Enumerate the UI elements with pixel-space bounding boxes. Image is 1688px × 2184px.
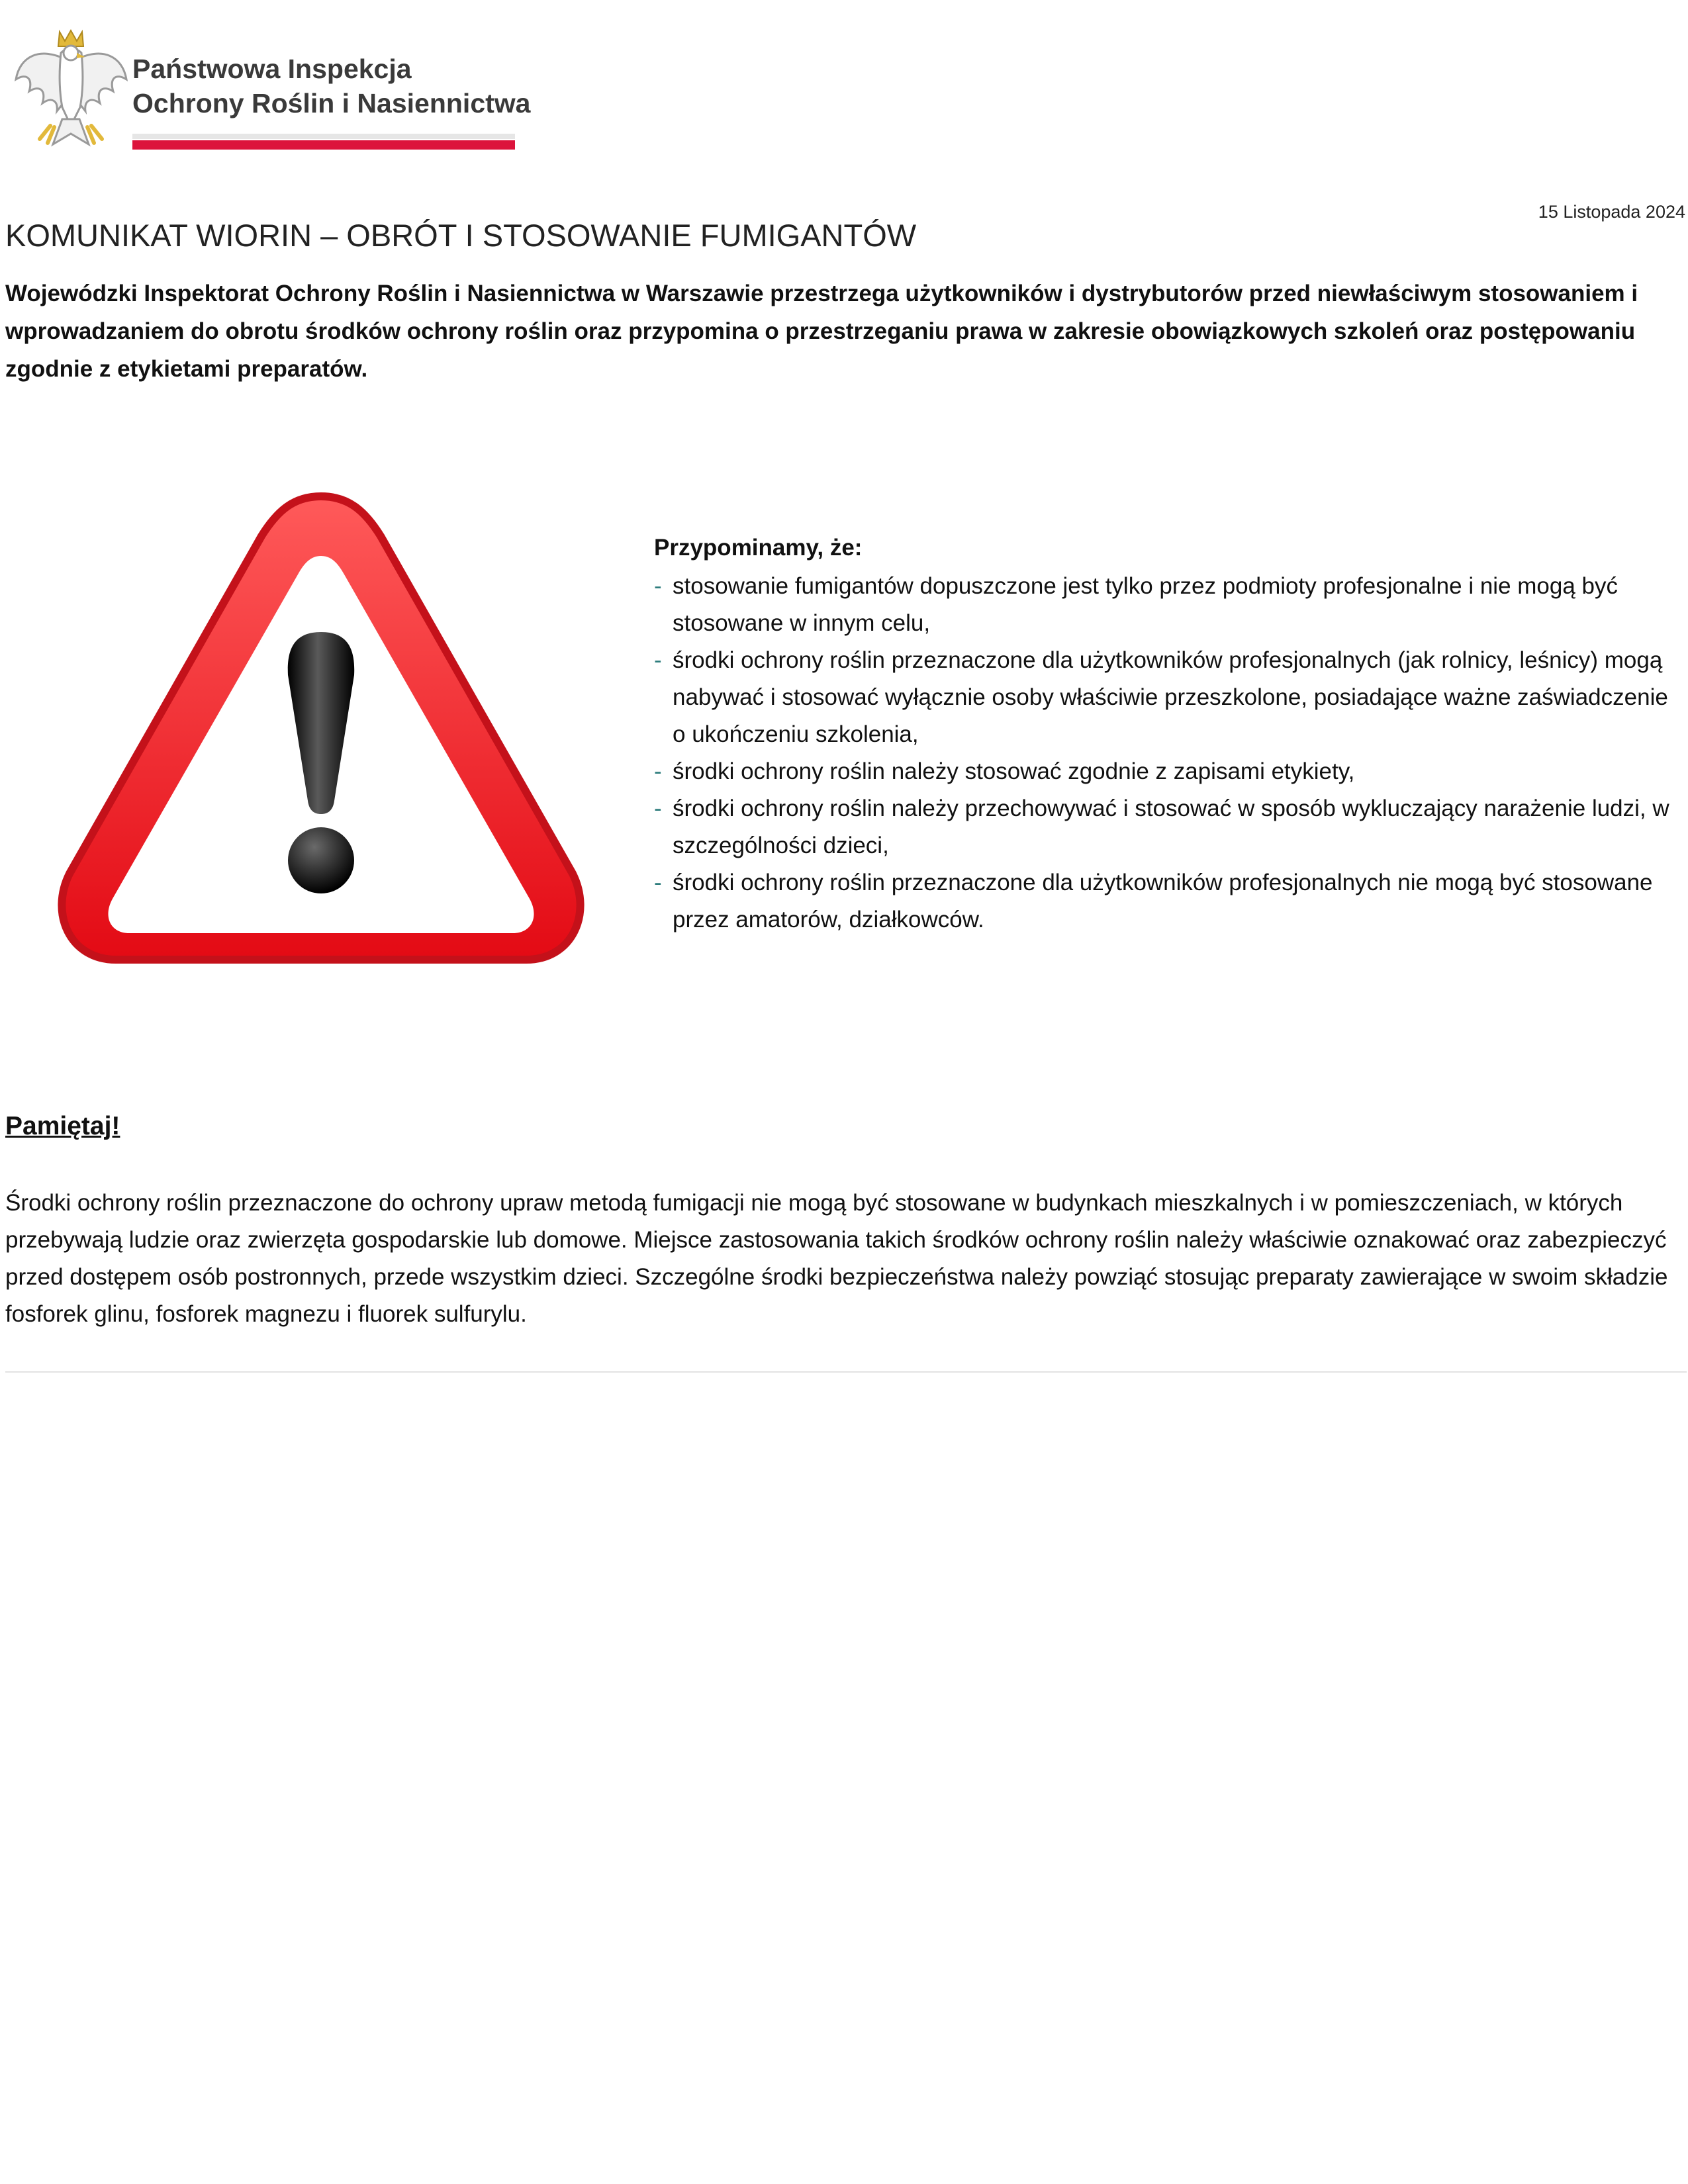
- publication-date: 15 Listopada 2024: [1538, 202, 1685, 222]
- list-item-text: środki ochrony roślin należy stosować zgodnie z zapisami etykiety,: [673, 758, 1355, 784]
- warning-triangle-icon: [50, 483, 592, 979]
- list-item: [654, 790, 1687, 864]
- dash-bullet: -: [654, 647, 662, 673]
- organization-logo: [13, 26, 531, 152]
- logo-text: [132, 52, 530, 120]
- list-item-text: środki ochrony roślin przeznaczone dla użytkowników profesjonalnych nie mogą być stosowane przez amatorów, działkowców.: [673, 870, 1653, 933]
- reminder-heading: Przypominamy, że:: [654, 535, 863, 561]
- dash-bullet: -: [654, 758, 662, 784]
- list-item-text: środki ochrony roślin przeznaczone dla użytkowników profesjonalnych (jak rolnicy, leśnicy) mogą nabywać i stosować wyłącznie osoby właściwie przeszkolone, posiadające ważne zaświadczenie o ukończeniu szkolenia,: [673, 647, 1668, 747]
- dash-bullet: -: [654, 796, 662, 821]
- dash-bullet: -: [654, 573, 662, 599]
- logo-text-line2: Ochrony Roślin i Nasiennictwa: [132, 88, 531, 118]
- reminder-section: [654, 529, 1687, 938]
- body-paragraph: Środki ochrony roślin przeznaczone do ochrony upraw metodą fumigacji nie mogą być stosowane w budynkach mieszkalnych i w pomieszczeniach, w których przebywają ludzie oraz zwierzęta gospodarskie lub domowe. Miejsce zastosowania takich środków ochrony roślin należy właściwie oznakować oraz zabezpieczyć przed dostępem osób postronnych, przede wszystkim dzieci. Szczególne środki bezpieczeństwa należy powziąć stosując preparaty zawierające w swoim składzie fosforek glinu, fosforek magnezu i fluorek sulfurylu.: [5, 1190, 1668, 1327]
- logo-text-line1: Państwowa Inspekcja: [132, 54, 412, 84]
- list-item-text: stosowanie fumigantów dopuszczone jest tylko przez podmioty profesjonalne i nie mogą być stosowane w innym celu,: [673, 573, 1618, 636]
- list-item: [654, 864, 1687, 938]
- reminder-list: [654, 568, 1687, 938]
- logo-stripe-white: [132, 134, 515, 139]
- page-title: KOMUNIKAT WIORIN – OBRÓT I STOSOWANIE FUMIGANTÓW: [5, 218, 917, 253]
- divider: [5, 1371, 1687, 1373]
- dash-bullet: -: [654, 870, 662, 895]
- lead-paragraph: Wojewódzki Inspektorat Ochrony Roślin i Nasiennictwa w Warszawie przestrzega użytkowników i dystrybutorów przed niewłaściwym stosowaniem i wprowadzaniem do obrotu środków ochrony roślin oraz przypomina o przestrzeganiu prawa w zakresie obowiązkowych szkoleń oraz postępowaniu zgodnie z etykietami preparatów.: [5, 281, 1638, 382]
- logo-stripe-red: [132, 140, 515, 150]
- list-item: [654, 568, 1687, 642]
- list-item-text: środki ochrony roślin należy przechowywać i stosować w sposób wykluczający narażenie ludzi, w szczególności dzieci,: [673, 796, 1669, 858]
- list-item: [654, 753, 1687, 790]
- white-eagle-emblem-icon: [13, 26, 129, 152]
- remember-heading: Pamiętaj!: [5, 1112, 120, 1140]
- list-item: [654, 642, 1687, 753]
